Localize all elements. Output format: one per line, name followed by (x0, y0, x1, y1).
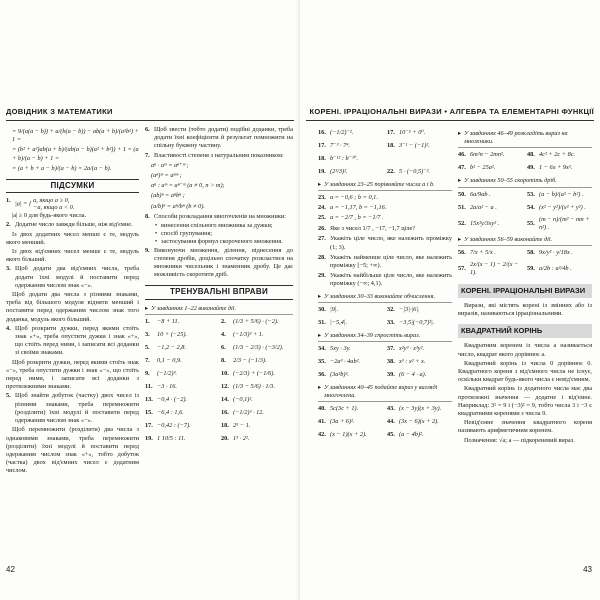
exercise-expression: (−2/3) + (−1/6). (233, 369, 275, 377)
power-rule: aⁿ · aᵐ = aⁿ⁺ᵐ ; (151, 161, 189, 169)
formula-line: = 9/(a(a − b)) + a/(b(a − b)) − ab(a + b)/(a²b²) + 1 = (12, 128, 139, 144)
exercise-number: 5. (145, 343, 150, 351)
exercise-item (318, 193, 452, 203)
exercise-expression: b² − 25a². (470, 164, 496, 172)
exercise-number: 1. (145, 317, 150, 325)
summary-item (6, 197, 139, 211)
exercise-number: 39. (387, 370, 395, 378)
exercise-expression: 15x²y/3xy² . (470, 219, 500, 227)
page-number-right: 43 (583, 565, 592, 574)
summary-text: Щоб розкрити дужки, перед якими стоїть знак «−», треба опустити дужки і знак «−», що стоїть перед ними, і записати всі доданки з протилежними знаками. (6, 358, 139, 391)
exercise-grid (318, 305, 452, 328)
exercise-item (145, 434, 217, 444)
exercise-number: 17. (387, 128, 395, 136)
exercise-expression: (1/3 − 2/3) · (−3/2). (233, 343, 284, 351)
formula-line: = (b² + a²)ab(a + b)/(ab(a − b)(a² + b²)) + 1 = (a + b)/(a − b) + 1 = (12, 146, 139, 162)
power-rule: (a/b)ⁿ = aⁿ/bⁿ (b ≠ 0). (151, 202, 205, 210)
section-title-summary: ПІДСУМКИ (6, 179, 139, 193)
exercise-number: 7. (145, 356, 150, 364)
exercise-expression: 2x/(x − 1) − 2/(x − 1). (470, 261, 519, 277)
exercise-expression: 10 + (−25). (157, 330, 188, 338)
exercise-item (221, 421, 293, 431)
exercise-number: 55. (527, 219, 535, 227)
exercise-item (318, 430, 383, 440)
question-text: Яке з чисел 1/7 , −17, −1,7 ціле? (330, 225, 416, 233)
exercise-expression: −1,2 − 2,8. (157, 343, 186, 351)
exercise-number: 10. (221, 369, 229, 377)
question-number: 28. (318, 253, 326, 261)
exercise-item (318, 203, 452, 213)
task-instruction: ▸ У завданнях 1–22 виконайте дії. (145, 304, 293, 315)
paragraph: Невід'ємне значення квадратного кореня називають арифметичним коренем. (458, 419, 592, 435)
arrow-icon: ▸ (145, 304, 149, 312)
task-instruction: ▸ У завданнях 30–33 виконайте обчислення. (318, 292, 452, 303)
arrow-icon: ▸ (458, 177, 462, 185)
exercise-item (145, 382, 217, 392)
exercise-expression: (a − 4b)². (399, 431, 424, 439)
exercise-expression: 5xy · 3y. (330, 344, 351, 352)
exercise-item (527, 203, 592, 213)
arrow-icon: ▸ (318, 331, 322, 339)
exercise-expression: (a − b)/(a² − b²) . (539, 190, 584, 198)
exercise-expression: −8 + 11. (157, 317, 180, 325)
power-rule: (aⁿ)ᵐ = aⁿᵐ ; (151, 172, 182, 180)
exercise-item (458, 163, 523, 173)
exercise-expression: (m − n)/(m² − mn + n²) . (539, 215, 590, 231)
question-number: 29. (318, 272, 326, 280)
exercise-grid (318, 404, 452, 440)
exercise-item (221, 395, 293, 405)
exercise-expression: (−1/3)² + 1. (233, 330, 264, 338)
task-instruction: ▸ У завданнях 50–55 скоротіть дріб. (458, 176, 592, 187)
exercise-expression: 2/3 − (−1/3). (233, 356, 267, 364)
exercise-item (145, 343, 217, 353)
exercise-expression: (−1/2)³ · 12. (233, 408, 264, 416)
exercise-item (387, 430, 452, 440)
question-item (318, 254, 452, 270)
exercise-item (145, 421, 217, 431)
exercise-expression: (2³/3)². (330, 167, 348, 175)
exercise-item (318, 154, 383, 164)
summary-item: 7. Властивості степеня з натуральним показником: (145, 151, 284, 159)
exercise-expression: −0,4 · (−2). (157, 395, 188, 403)
left-column-1 (6, 126, 139, 477)
question-text: Укажіть найменше ціле число, яке належить проміжку [−5; +∞). (330, 253, 452, 270)
exercise-item (318, 305, 383, 315)
exercise-number: 3. (145, 330, 150, 338)
abs-note: |a| ≥ 0 для будь-якого числа. (12, 212, 87, 220)
exercise-number: 4. (221, 330, 226, 338)
section-title-square-root: КВАДРАТНИЙ КОРІНЬ (458, 324, 592, 338)
exercise-item (221, 382, 293, 392)
exercise-expression: b⁻¹² : b⁻¹⁰. (330, 154, 358, 162)
exercise-item (387, 404, 452, 414)
exercise-expression: a = −1,17, b = −1,16. (330, 204, 387, 212)
exercise-item (387, 167, 452, 177)
exercise-item (318, 417, 383, 427)
exercise-item (458, 248, 523, 258)
page-number-left: 42 (6, 565, 15, 574)
exercise-number: 15. (145, 408, 153, 416)
exercise-number: 35. (318, 357, 326, 365)
exercise-number: 30. (318, 305, 326, 313)
exercise-item (318, 344, 383, 354)
exercise-item (387, 141, 452, 151)
exercise-item (387, 318, 452, 328)
exercise-number: 18. (318, 154, 326, 162)
exercise-number: 20. (221, 434, 229, 442)
task-instruction: ▸ У завданнях 23–25 порівняйте числа a і b. (318, 180, 452, 191)
exercise-grid (318, 128, 452, 177)
paragraph: Квадратним коренем із числа a називається число, квадрат якого дорівнює a. (458, 342, 592, 358)
exercise-expression: |9|. (330, 305, 339, 313)
exercise-item (145, 408, 217, 418)
summary-item: 4. Щоб розкрити дужки, перед якими стоїть знак «+», треба опустити дужки і знак «+», що стоїть перед ними, і записати всі доданки зі своїми знаками. (6, 324, 139, 357)
exercise-expression: a = −2/7 , b = −1/7 . (330, 214, 384, 222)
exercise-expression: 9x/y² · y/18x . (539, 249, 573, 257)
abs-def-negative: −a, якщо a < 0. (33, 204, 75, 212)
arrow-icon: ▸ (318, 292, 322, 300)
exercise-number: 24. (318, 204, 326, 212)
running-head-left: ДОВІДНИК З МАТЕМАТИКИ (6, 107, 294, 121)
exercise-expression: 0,1 − 0,9. (157, 356, 182, 364)
summary-text: Із двох від'ємних чисел менше є те, модуль якого більший. (6, 248, 139, 264)
exercise-number: 14. (221, 395, 229, 403)
exercise-item (527, 216, 592, 232)
exercise-item (527, 261, 592, 277)
exercise-expression: −0,42 : (−7). (157, 421, 191, 429)
exercise-number: 13. (145, 395, 153, 403)
task-instruction: ▸ У завданнях 34–39 спростіть вираз. (318, 331, 452, 342)
exercise-expression: −|3|·|6|. (399, 305, 420, 313)
exercise-expression: 5 · (−0,5)⁻². (399, 167, 430, 175)
exercise-item (318, 213, 452, 223)
exercise-item (318, 128, 383, 138)
exercise-expression: 1³ · 2². (233, 434, 250, 442)
exercise-expression: 2⁵ − 1. (233, 421, 251, 429)
exercise-number: 49. (527, 164, 535, 172)
exercise-item (458, 261, 523, 277)
exercise-number: 44. (387, 418, 395, 426)
exercise-expression: 6m²n − 2mn². (470, 151, 505, 159)
exercise-item (458, 190, 523, 200)
exercise-expression: 7/x + 5/x . (470, 249, 496, 257)
exercise-number: 56. (458, 249, 466, 257)
abs-definition: |a| = { a, якщо a ≥ 0, −a, якщо a < 0. (15, 197, 75, 212)
exercise-number: 50. (458, 190, 466, 198)
summary-item: 5. Щоб знайти добуток (частку) двох чисел із різними знаками, треба перемножити (розділити) їхні модулі й поставити перед одержаним числом знак «−». (6, 392, 139, 425)
exercise-item (221, 369, 293, 379)
summary-text: Щоб додати два числа з різними знаками, треба від більшого модуля відняти менший і поставити перед одержаним числом знак того доданка, модуль якого більший. (6, 291, 139, 323)
summary-text: Із двох додатних чисел менше є те, модуль якого менший. (6, 230, 139, 246)
question-item (318, 272, 452, 288)
summary-text: Щоб перемножити (розділити) два числа з однаковими знаками, треба перемножити (розділити) їхні модулі й поставити перед одержаним числом знак «+», тобто добуток (частка) двох від'ємних чисел є додатним числом. (6, 426, 139, 475)
arrow-icon: ▸ (318, 181, 322, 188)
paragraph: Позначення: √a; a — підкореневий вираз. (464, 436, 575, 444)
exercise-number: 45. (387, 431, 395, 439)
summary-item: 3. Щоб додати два від'ємних числа, треба додати їхні модулі й поставити перед одержаним числом знак «−». (6, 265, 139, 289)
exercise-number: 46. (458, 151, 466, 159)
exercise-number: 38. (387, 357, 395, 365)
exercise-item (387, 154, 452, 164)
paragraph: Квадратний корінь із числа 0 дорівнює 0. Квадратного кореня з від'ємного числа не існує, оскільки квадрат будь-якого числа є невід'ємним. (458, 359, 592, 384)
running-head-right: КОРЕНІ. ІРРАЦІОНАЛЬНІ ВИРАЗИ • АЛГЕБРА ТА ЕЛЕМЕНТАРНІ ФУНКЦІЇ (306, 107, 594, 121)
exercise-number: 53. (527, 190, 535, 198)
summary-item: 2. Додатне число завжди більше, ніж від'ємне. (6, 221, 133, 229)
exercise-item (318, 404, 383, 414)
exercise-item (527, 248, 592, 258)
question-number: 27. (318, 235, 326, 243)
task-instruction: ▸ У завданнях 40–45 подайте вираз у вигляді многочлена. (318, 383, 452, 402)
exercise-number: 12. (221, 382, 229, 390)
exercise-expression: 1 − 6x + 9x². (539, 164, 573, 172)
section-title-roots: КОРЕНІ. ІРРАЦІОНАЛЬНІ ВИРАЗИ (458, 284, 592, 298)
exercise-number: 37. (387, 344, 395, 352)
exercise-expression: (x² − y²)/(x² + y²) . (539, 203, 586, 211)
exercise-item (221, 356, 293, 366)
exercise-item (458, 216, 523, 232)
bullet-item: • спосіб групування; (155, 230, 213, 238)
exercise-item (387, 344, 452, 354)
exercise-number: 2. (221, 317, 226, 325)
exercise-expression: |−5,4|. (330, 318, 348, 326)
power-rule: (ab)ⁿ = aⁿbⁿ ; (151, 192, 185, 200)
question-number: 26. (318, 225, 326, 233)
exercise-number: 41. (318, 418, 326, 426)
compare-list (318, 193, 452, 223)
exercise-number: 11. (145, 382, 153, 390)
exercise-expression: 2a/a² − a . (470, 203, 497, 211)
exercise-item (318, 141, 383, 151)
exercise-expression: −3 · 16. (157, 382, 177, 390)
exercise-expression: 3⁻¹ − (−1)². (399, 141, 430, 149)
exercise-number: 33. (387, 318, 395, 326)
summary-item: 8. Способи розкладання многочленів на множники: (145, 212, 286, 220)
exercise-number: 59. (527, 265, 535, 273)
left-column-2 (145, 126, 293, 446)
exercise-expression: 4c² + 2c + 8c. (539, 151, 576, 159)
definition-text: Вирази, які містять корені із змінних або із виразів, називаються ірраціональними. (458, 301, 592, 318)
exercise-item (458, 203, 523, 213)
exercise-grid (458, 248, 592, 277)
exercise-item (221, 317, 293, 327)
exercise-item (387, 128, 452, 138)
exercise-grid (318, 344, 452, 380)
bullet-item: • винесення спільного множника за дужки; (155, 222, 273, 230)
exercise-number: 34. (318, 344, 326, 352)
exercise-number: 17. (145, 421, 153, 429)
exercise-item (387, 417, 452, 427)
exercise-number: 54. (527, 203, 535, 211)
exercise-expression: (1/3 − 5/6) · 1/3. (233, 382, 276, 390)
formula-line: = (a + b + a − b)/(a − b) = 2a/(a − b). (12, 164, 112, 172)
exercise-item (221, 343, 293, 353)
exercise-number: 22. (387, 167, 395, 175)
exercise-number: 47. (458, 164, 466, 172)
exercise-expression: (6 − 4 · a). (399, 370, 427, 378)
exercise-expression: (3a²b)². (330, 370, 349, 378)
exercise-item (527, 150, 592, 160)
exercise-number: 18. (221, 421, 229, 429)
exercise-number: 42. (318, 431, 326, 439)
exercise-item (458, 150, 523, 160)
exercise-expression: (1/3 + 5/6) · (−2). (233, 317, 279, 325)
exercise-expression: a/2b : a²/4b . (539, 265, 572, 273)
exercise-number: 16. (221, 408, 229, 416)
exercise-number: 23. (318, 194, 326, 202)
exercise-item (318, 370, 383, 380)
exercise-expression: 5c(3c + 1). (330, 405, 359, 413)
exercise-expression: (x − 1)(x + 2). (330, 431, 367, 439)
question-text: Укажіть найбільше ціле число, яке належить проміжку (−∞; 4,1). (330, 272, 452, 288)
right-column-2 (458, 126, 592, 446)
exercise-expression: (−1/2)⁻². (330, 128, 354, 136)
abs-def-positive: a, якщо a ≥ 0, (33, 197, 70, 205)
paragraph: Квадратний корінь із додатного числа має два протилежні значення — додатне і від'ємне. Наприклад: 3² = 9 і (−3)² = 9, тобто числа 3 і −3 є квадратними коренями з числа 9. (458, 385, 592, 418)
exercise-number: 19. (145, 434, 153, 442)
exercise-number: 19. (318, 167, 326, 175)
right-column-1 (318, 126, 452, 442)
exercise-expression: −6,4 : 1,6. (157, 408, 184, 416)
arrow-icon: ▸ (458, 130, 462, 137)
exercise-expression: 10⁻⁵ + 0⁰. (399, 128, 426, 136)
task-instruction: ▸ У завданнях 46–49 розкладіть вираз на множники. (458, 129, 592, 148)
exercise-item (387, 305, 452, 315)
exercise-item (145, 317, 217, 327)
exercise-expression: a = −0,6 ; b = 0,1. (330, 194, 378, 202)
exercise-item (527, 190, 592, 200)
item-number: 1. (6, 197, 11, 205)
summary-item: 9. Виконуючи множення, ділення, піднесення до степеня дробів, доцільно спочатку розкластися на множники чисельник і знаменник дробу. Це дає можливість скоротити дріб. (145, 246, 293, 279)
exercise-item (387, 357, 452, 367)
question-item (318, 235, 452, 251)
section-title-exercises: ТРЕНУВАЛЬНІ ВПРАВИ (145, 285, 293, 299)
exercise-item (145, 395, 217, 405)
exercise-expression: (3a + 6)². (330, 418, 355, 426)
exercise-item (221, 330, 293, 340)
task-instruction: ▸ У завданнях 56–59 виконайте дії. (458, 235, 592, 246)
exercise-number: 9. (145, 369, 150, 377)
exercise-number: 31. (318, 318, 326, 326)
exercise-number: 43. (387, 405, 395, 413)
exercise-expression: x³ : x² + x. (399, 357, 426, 365)
exercise-expression: (x − 3y)(x + 3y). (399, 405, 442, 413)
exercise-number: 58. (527, 249, 535, 257)
arrow-icon: ▸ (458, 236, 462, 244)
exercise-number: 32. (387, 305, 395, 313)
exercise-number: 17. (318, 141, 326, 149)
exercise-expression: (−0,1)². (233, 395, 253, 403)
exercise-expression: (−1/2)³. (157, 369, 177, 377)
exercise-item (318, 318, 383, 328)
exercise-expression: 6a/9ab . (470, 190, 491, 198)
exercise-grid (458, 190, 592, 232)
exercise-number: 6. (221, 343, 226, 351)
exercise-number: 36. (318, 370, 326, 378)
exercise-number: 52. (458, 219, 466, 227)
question-list (318, 225, 452, 288)
exercise-expression: (3x − 6)(x + 2). (399, 418, 439, 426)
exercise-number: 25. (318, 214, 326, 222)
exercise-number: 57. (458, 265, 466, 273)
question-item (318, 225, 452, 233)
exercise-item (221, 408, 293, 418)
exercise-item (318, 167, 383, 177)
exercise-item (145, 369, 217, 379)
exercise-expression: −3,5|(−0,7)²|. (399, 318, 435, 326)
exercise-item (145, 356, 217, 366)
exercise-expression: 7⁻³ · 7⁴. (330, 141, 350, 149)
summary-item: 6. Щоб звести (тобто додати) подібні доданки, треба додати їхні коефіцієнти й результат помножити на спільну буквену частину. (145, 126, 293, 150)
question-text: Укажіть ціле число, яке належить проміжку (1; 3). (330, 235, 452, 251)
exercise-number: 16. (318, 128, 326, 136)
exercise-number: 40. (318, 405, 326, 413)
exercise-expression: x²y³ · x³y². (399, 344, 425, 352)
right-page (300, 0, 600, 600)
exercise-grid (145, 317, 293, 444)
exercise-grid (458, 150, 592, 173)
exercise-item (387, 370, 452, 380)
exercise-expression: −2a³ · 4ab². (330, 357, 361, 365)
exercise-item (221, 434, 293, 444)
exercise-number: 8. (221, 356, 226, 364)
arrow-icon: ▸ (318, 384, 322, 392)
exercise-item (527, 163, 592, 173)
bullet-item: • застосування формул скороченого множення. (155, 238, 283, 246)
exercise-item (145, 330, 217, 340)
exercise-number: 51. (458, 203, 466, 211)
exercise-number: 48. (527, 151, 535, 159)
exercise-number: 18. (387, 141, 395, 149)
exercise-item (318, 357, 383, 367)
power-rule: aⁿ : aᵐ = aⁿ⁻ᵐ (a ≠ 0, n > m); (151, 182, 225, 190)
exercise-expression: 1 10/5 : 11. (157, 434, 186, 442)
